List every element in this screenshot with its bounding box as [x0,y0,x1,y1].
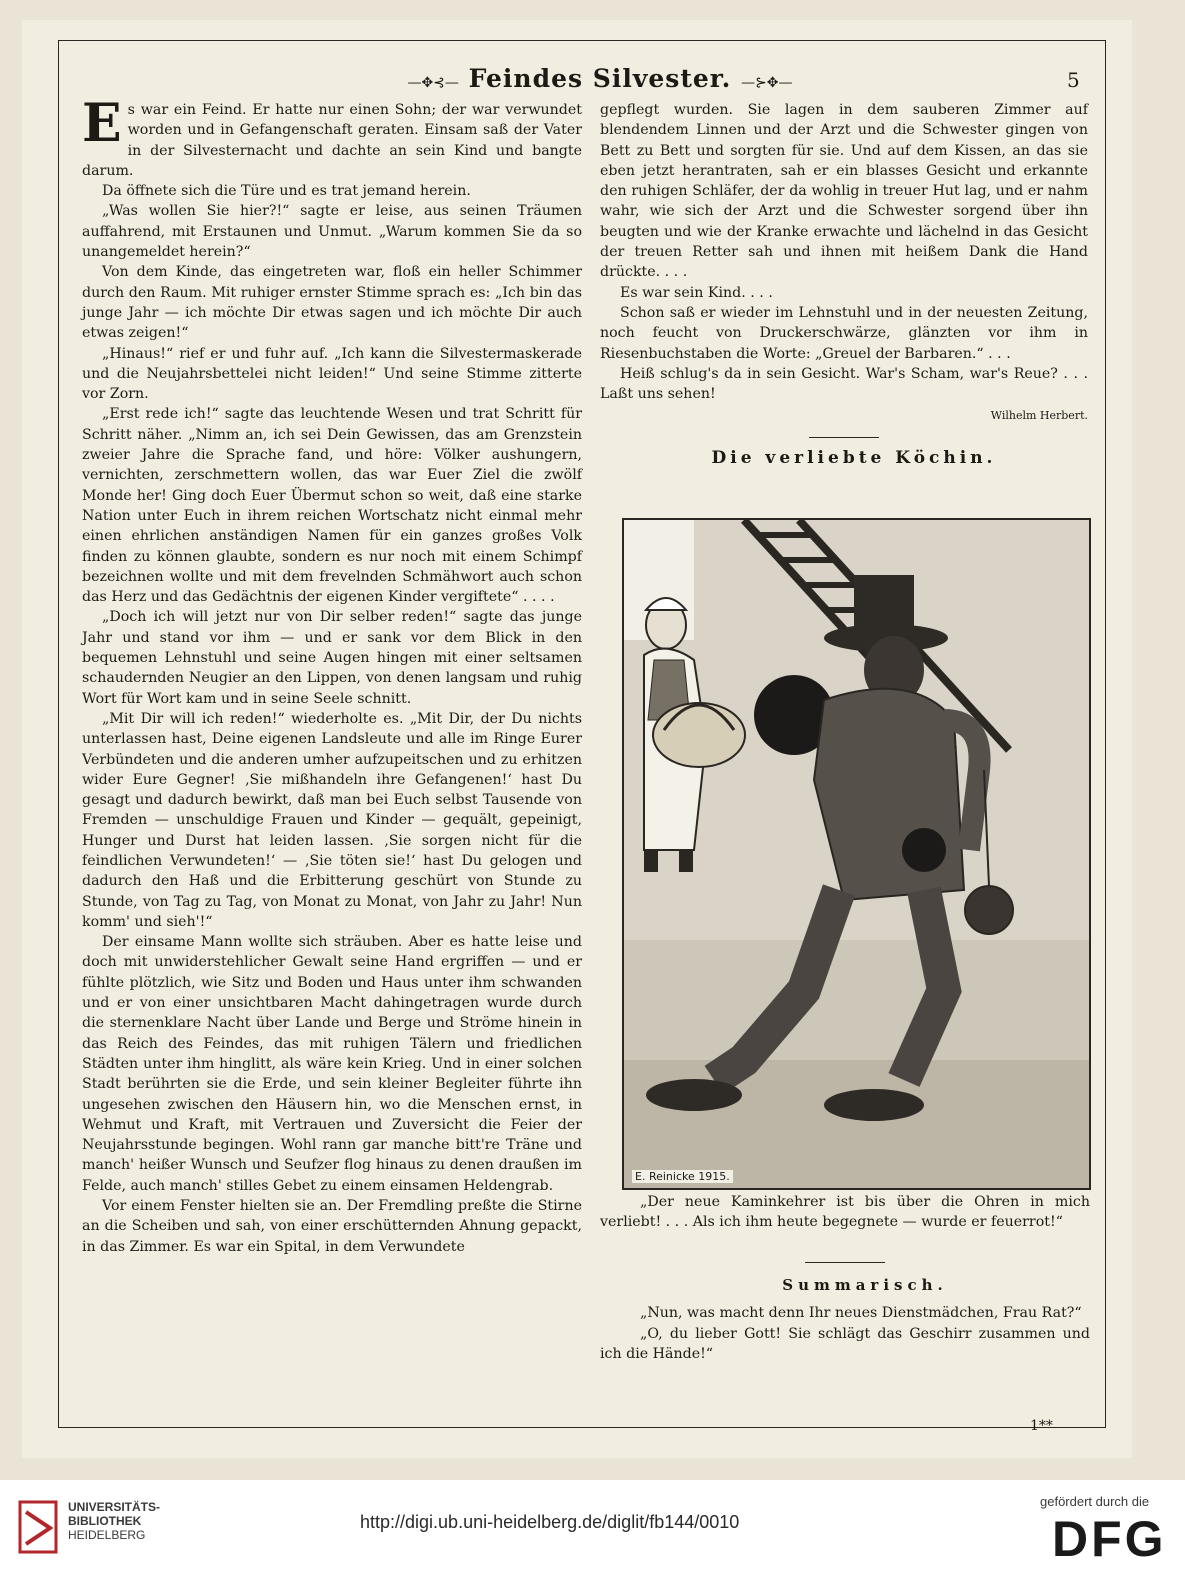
story-left-column [82,93,582,1257]
page-title [360,64,840,93]
library-name: UNIVERSITÄTS- BIBLIOTHEK HEIDELBERG [68,1500,161,1542]
section-divider [805,1262,885,1263]
signature-mark: 1** [1030,1418,1053,1434]
funding-label: gefördert durch die [1040,1494,1150,1509]
story-right-column [600,100,1088,482]
title-text: Feindes Silvester. [468,64,732,93]
story-paragraph: „Doch ich will jetzt nur von Dir selber reden!“ sagte das junge Jahr und stand vor ihm — und er sank vor dem Blick in den bequemen Lehnstuhl und seine Augen hingen mit einer seltsamen schaudernden Neugier an den Lippen, von denen langsam und ruhig Wort für Wort kam und in seine Seele schnitt. [82,609,582,707]
summarisch-heading: Summarisch. [782,1276,948,1294]
dialogue-line: „O, du lieber Gott! Sie schlägt das Geschirr zusammen und ich die Hände!“ [600,1325,1090,1362]
story-paragraph: „Erst rede ich!“ sagte das leuchtende Wesen und trat Schritt für Schritt näher. „Nimm an, ich sei Dein Gewissen, das am Grenzstein zweier Jahre die Sprache fand, und höre: Völker aushungern, vernichten, zerschmettern wollen, das war Euer Ziel die zwölf Monde her! Ging doch Euer Übermut schon so weit, daß eine starke Nation unter Euch in ihrem reichen Wortschatz nicht einmal mehr einen ehrlichen anständigen Namen für ein ganzes großes Volk finden zu können glaubte, sondern es nur noch mit einem Schimpf bezeichnen wollte und mit dem frevelnden Schmähwort auch schon das Herz und das Gedächtnis der eigenen Kinder vergiftete“ . . . . [82,406,582,606]
source-url-link[interactable]: http://digi.ub.uni-heidelberg.de/diglit/fb144/0010 [360,1512,740,1532]
story-paragraph: Es war sein Kind. . . . [620,284,773,301]
cartoon-caption: „Der neue Kaminkehrer ist bis über die Ohren in mich verliebt! . . . Als ich ihm heute begegnete — wurde er feuerrot!“ [600,1194,1090,1231]
page-number: 5 [1067,68,1080,92]
story-paragraph: Der einsame Mann wollte sich sträuben. Aber es hatte leise und doch mit unwiderstehlicher Gewalt seine Hand ergriffen — und er fühlte plötzlich, wie Sitz und Boden und Haus unter ihm schwanden und er von einer unsichtbaren Macht dahingetragen wurde durch die sternenklare Nacht über Lande und Berge und Ströme hinein in das Reich des Feindes, das mit ruhigen Tälern und friedlichen Städten unter ihm hinglitt, als wäre kein Krieg. Und in einer solchen Stadt berührten sie die Erde, und sein kleiner Begleiter führte ihn ungesehen zwischen den Häusern hin, wo die Menschen ernst, in Wehmut und Kraft, mit Vertrauen und Zuversicht die Feier der Neujahrsstunde begingen. Wohl rann gar manche bitt're Träne und manch' heißer Wunsch und Seufzer flog hinaus zu denen draußen im Felde, auch manch' stilles Gebet zu einem einsamen Heldengrab. [82,934,582,1194]
cartoon-drawing [624,520,1089,1188]
story-paragraph: „Hinaus!“ rief er und fuhr auf. „Ich kann die Silvestermaskerade und die Neujahrsbettelei nicht leiden!“ Und seine Stimme zitterte vor Zorn. [82,345,582,403]
story-paragraph: „Mit Dir will ich reden!“ wiederholte es. „Mit Dir, der Du nichts unterlassen hast, Deine eigenen Landsleute und alle im Ringe Eurer Verbündeten und die anderen umher aufzupeitschen und zu erhitzen wider Eure Gegner! ‚Sie mißhandeln ihre Gefangenen!‘ hast Du gesagt und dadurch bewirkt, daß man bei Euch selbst Tausende von Fremden — unschuldige Frauen und Kinder — gequält, gepeinigt, Hunger und Durst hat leiden lassen. ‚Sie sorgen nicht für die feindlichen Verwundeten!‘ — ‚Sie töten sie!‘ hast Du gelogen und dadurch den Haß und die Erbitterung geschürt von Stunde zu Stunde, von Tag zu Tag, von Monat zu Monat, von Jahr zu Jahr! Nun komm' und sieh'!“ [82,710,582,930]
drop-cap: E [82,93,122,154]
story-paragraph: Es war ein Feind. Er hatte nur einen Sohn; der war verwundet worden und in Gefangenschaft geraten. Einsam saß der Vater in der Silvesternacht und dachte an sein Kind und bangte darum. [82,93,582,179]
dialogue-line: „Nun, was macht denn Ihr neues Dienstmädchen, Frau Rat?“ [640,1305,1082,1322]
section-divider [809,437,879,438]
author-signature: Wilhelm Herbert. [990,409,1088,423]
story-paragraph: Von dem Kinde, das eingetreten war, floß ein heller Schimmer durch den Raum. Mit ruhiger ernster Stimme sprach es: „Ich bin das junge Jahr — ich möchte Dir etwas sagen und ich möchte Dir auch etwas zeigen!“ [82,264,582,342]
title-ornament-left: —✥⊰— [407,75,459,91]
cartoon-heading: Die verliebte Köchin. [711,447,997,468]
library-logo-icon [16,1498,60,1560]
summarisch-section [600,1262,1090,1364]
story-paragraph: Vor einem Fenster hielten sie an. Der Fremdling preßte die Stirne an die Scheiben und sah, von einer erschütternden Ahnung gepackt, in das Zimmer. Es war ein Spital, in dem Verwundete [82,1198,582,1255]
story-paragraph: Da öffnete sich die Türe und es trat jemand herein. [102,183,471,200]
story-paragraph: gepflegt wurden. Sie lagen in dem sauberen Zimmer auf blendendem Linnen und der Arzt und die Schwester gingen von Bett zu Bett und sorgten für sie. Und auf dem Kissen, an das sie eben jetzt herantraten, sah er ein blasses Gesicht und erkannte den ruhigen Schläfer, der da wohlig in treuer Hut lag, und er nahm wahr, wie sich der Arzt und die Schwester sorgend über ihn beugten und wie der Kranke erwachte und lächelnd in das Gesicht der treuen Retter sah und ihnen mit heißem Dank die Hand drückte. . . . [600,102,1088,281]
story-paragraph: „Was wollen Sie hier?!“ sagte er leise, aus seinen Träumen auffahrend, mit Erstaunen und Unmut. „Warum kommen Sie da so unangemeldet herein?“ [82,203,582,261]
dfg-logo: DFG [1052,1511,1167,1567]
cartoon-illustration [622,518,1091,1190]
title-ornament-right: —⊱✥— [741,75,793,91]
story-paragraph: Schon saß er wieder im Lehnstuhl und in der neuesten Zeitung, noch feucht von Druckerschwärze, glänzten vor ihm in Riesenbuchstaben die Worte: „Greuel der Barbaren.“ . . . [600,304,1088,362]
artist-signature: E. Reinicke 1915. [632,1170,733,1183]
story-paragraph: Heiß schlug's da in sein Gesicht. War's Scham, war's Reue? . . . Laßt uns sehen! [600,365,1088,403]
